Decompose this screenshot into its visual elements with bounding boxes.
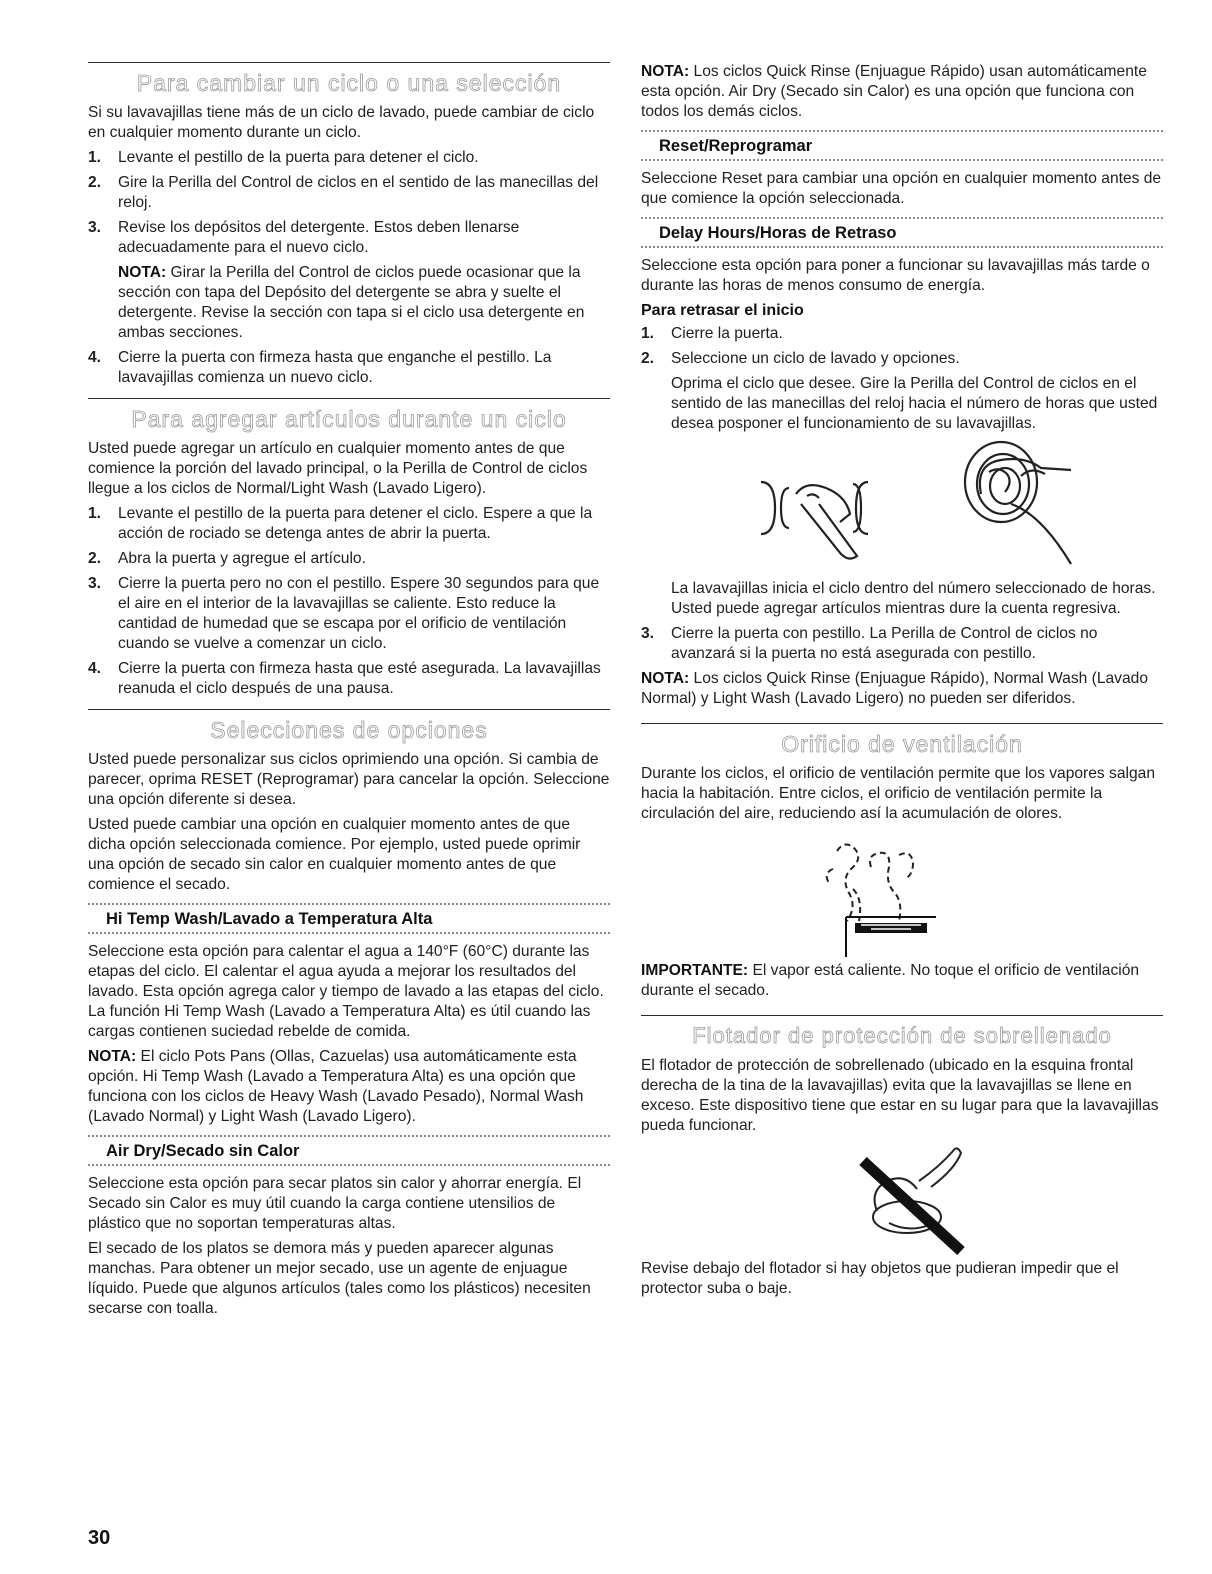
section-title-selecciones: Selecciones de opciones — [210, 717, 488, 743]
section-rule — [88, 398, 610, 399]
section-rule — [641, 1015, 1163, 1016]
knob-turning-icon — [671, 434, 1111, 574]
page-number: 30 — [88, 1527, 111, 1549]
float-text: El flotador de protección de sobrellenado (ubicado en la esquina frontal derecha de la tina de la lavavajillas) evita que la lavavajillas se llene en exceso. Este dispositivo tiene que estar en su lugar para que la lavavajillas pueda funcionar. — [641, 1057, 1159, 1134]
air-dry-heading: Air Dry/Secado sin Calor — [88, 1135, 610, 1166]
section-rule — [88, 62, 610, 63]
list-item: 4. Cierre la puerta con firmeza hasta que enganche el pestillo. La lavavajillas comienza un nuevo ciclo. — [88, 349, 552, 386]
list-item: 3. Cierre la puerta pero no con el pestillo. Espere 30 segundos para que el aire en el interior de la lavavajillas se caliente. Esto reduce la cantidad de humedad que se escapa por el orificio de ventilación cuando se vuelve a comenzar un ciclo. — [88, 575, 600, 652]
float-check: Revise debajo del flotador si hay objetos que pudieran impedir que el protector suba o baje. — [641, 1260, 1119, 1297]
section-title-cambiar-ciclo: Para cambiar un ciclo o una selección — [136, 70, 562, 96]
section-rule — [88, 709, 610, 710]
list-item: 3. Cierre la puerta con pestillo. La Perilla de Control de ciclos no avanzará si la puerta no está asegurada con pestillo. — [641, 625, 1098, 662]
cambiar-ciclo-steps — [88, 148, 610, 388]
reset-text: Seleccione Reset para cambiar una opción en cualquier momento antes de que comience la opción seleccionada. — [641, 170, 1162, 207]
delay-steps — [641, 324, 1163, 664]
hi-temp-note: NOTA: El ciclo Pots Pans (Ollas, Cazuelas) usa automáticamente esta opción. Hi Temp Wash (Lavado a Temperatura Alta) es una opción que funciona con los ciclos de Heavy Wash (Lavado Pesado), Normal Wash (Lavado Normal) y Light Wash (Lavado Ligero). — [88, 1048, 584, 1125]
delay-step2-detail: Oprima el ciclo que desee. Gire la Perilla del Control de ciclos en el sentido de las manecillas del reloj hacia el número de horas que usted desea posponer el funcionamiento de su lavavajillas. — [671, 375, 1158, 432]
vent-illustration — [641, 829, 1163, 961]
agregar-steps — [88, 504, 610, 699]
delay-note: NOTA: Los ciclos Quick Rinse (Enjuague Rápido), Normal Wash (Lavado Normal) y Light Wash (Lavado Ligero) no pueden ser diferidos. — [641, 670, 1148, 707]
list-item: 1. Levante el pestillo de la puerta para detener el ciclo. — [88, 149, 479, 166]
section-title-ventilacion: Orificio de ventilación — [781, 731, 1023, 757]
left-column — [88, 62, 610, 1324]
air-dry-p1: Seleccione esta opción para secar platos sin calor y ahorrar energía. El Secado sin Calor es muy útil cuando la carga contiene utensilios de plástico que no soportan temperaturas altas. — [88, 1175, 582, 1232]
selecciones-p2: Usted puede cambiar una opción en cualquier momento antes de que dicha opción seleccionada comience. Por ejemplo, usted puede oprimir una opción de secado sin calor en cualquier momento antes de que comience el secado. — [88, 816, 581, 893]
vent-important: IMPORTANTE: El vapor está caliente. No toque el orificio de ventilación durante el secado. — [641, 962, 1140, 999]
section-title-flotador: Flotador de protección de sobrellenado — [692, 1023, 1112, 1048]
cambiar-ciclo-intro: Si su lavavajillas tiene más de un ciclo de lavado, puede cambiar de ciclo en cualquier momento durante un ciclo. — [88, 104, 595, 141]
list-item: 4. Cierre la puerta con firmeza hasta que esté asegurada. La lavavajillas reanuda el ciclo después de una pausa. — [88, 660, 601, 697]
list-item: 2. Abra la puerta y agregue el artículo. — [88, 550, 366, 567]
list-item: 3. Revise los depósitos del detergente. Estos deben llenarse adecuadamente para el nuevo ciclo. NOTA: Girar la Perilla del Control de ciclos puede ocasionar que la sección con tapa del Depósito del detergente se abra y suelte el detergente. Revise la sección con tapa si el ciclo usa detergente en ambas secciones. — [88, 218, 610, 343]
vent-text: Durante los ciclos, el orificio de ventilación permite que los vapores salgan hacia la habitación. Entre ciclos, el orificio de ventilación permite la circulación del aire, reduciendo así la acumulación de olores. — [641, 765, 1155, 822]
steam-vent-icon — [641, 829, 1163, 961]
reset-heading: Reset/Reprogramar — [641, 130, 1163, 161]
section-rule — [641, 723, 1163, 724]
selecciones-p1: Usted puede personalizar sus ciclos oprimiendo una opción. Si cambia de parecer, oprima RESET (Reprogramar) para cancelar la opción. Seleccione una opción diferente si desea. — [88, 751, 610, 808]
delay-text: Seleccione esta opción para poner a funcionar su lavavajillas más tarde o durante las horas de menos consumo de energía. — [641, 257, 1150, 294]
delay-step2-after: La lavavajillas inicia el ciclo dentro del número seleccionado de horas. Usted puede agregar artículos mientras dure la cuenta regresiva. — [671, 580, 1156, 617]
air-dry-note: NOTA: Los ciclos Quick Rinse (Enjuague Rápido) usan automáticamente esta opción. Air Dry (Secado sin Calor) es una opción que funciona con todos los demás ciclos. — [641, 63, 1147, 120]
delay-heading: Delay Hours/Horas de Retraso — [641, 217, 1163, 248]
float-illustration — [641, 1141, 1163, 1259]
hi-temp-heading: Hi Temp Wash/Lavado a Temperatura Alta — [88, 903, 610, 934]
list-item: 2. Seleccione un ciclo de lavado y opciones. Oprima el ciclo que desee. Gire la Perilla del Control de ciclos en el sentido de las manecillas del reloj hacia el número de horas que usted desea posponer el funcionamiento de su lavavajillas. La lavavajillas inicia el ciclo dentro del número seleccionado de horas. Usted puede agregar artículos mientras dure la cuenta regresiva. — [641, 349, 1163, 619]
list-item: 2. Gire la Perilla del Control de ciclos en el sentido de las manecillas del reloj. — [88, 174, 599, 211]
hi-temp-text: Seleccione esta opción para calentar el agua a 140°F (60°C) durante las etapas del ciclo. El calentar el agua ayuda a mejorar los resultados del lavado. Esta opción agrega calor y tiempo de lavado a las etapas del ciclo. La función Hi Temp Wash (Lavado a Temperatura Alta) es útil cuando las cargas contienen suciedad rebelde de comida. — [88, 943, 604, 1040]
delay-subheading: Para retrasar el inicio — [641, 302, 804, 319]
list-item: 1. Levante el pestillo de la puerta para detener el ciclo. Espere a que la acción de rociado se detenga antes de abrir la puerta. — [88, 505, 593, 542]
agregar-intro: Usted puede agregar un artículo en cualquier momento antes de que comience la porción del lavado principal, o la Perilla de Control de ciclos llegue a los ciclos de Normal/Light Wash (Lavado Ligero). — [88, 440, 588, 497]
air-dry-p2: El secado de los platos se demora más y pueden aparecer algunas manchas. Para obtener un mejor secado, use un agente de enjuague líquido. Puede que algunos artículos (tales como los plásticos) necesiten secarse con toalla. — [88, 1240, 591, 1317]
no-obstruction-icon — [641, 1141, 1163, 1259]
list-item: 1. Cierre la puerta. — [641, 325, 783, 342]
knob-illustration — [671, 434, 1163, 574]
step3-note: NOTA: Girar la Perilla del Control de ciclos puede ocasionar que la sección con tapa del Depósito del detergente se abra y suelte el detergente. Revise la sección con tapa si el ciclo usa detergente en ambas secciones. — [118, 264, 585, 341]
right-column — [641, 62, 1163, 1304]
section-title-agregar-articulos: Para agregar artículos durante un ciclo — [131, 406, 567, 432]
